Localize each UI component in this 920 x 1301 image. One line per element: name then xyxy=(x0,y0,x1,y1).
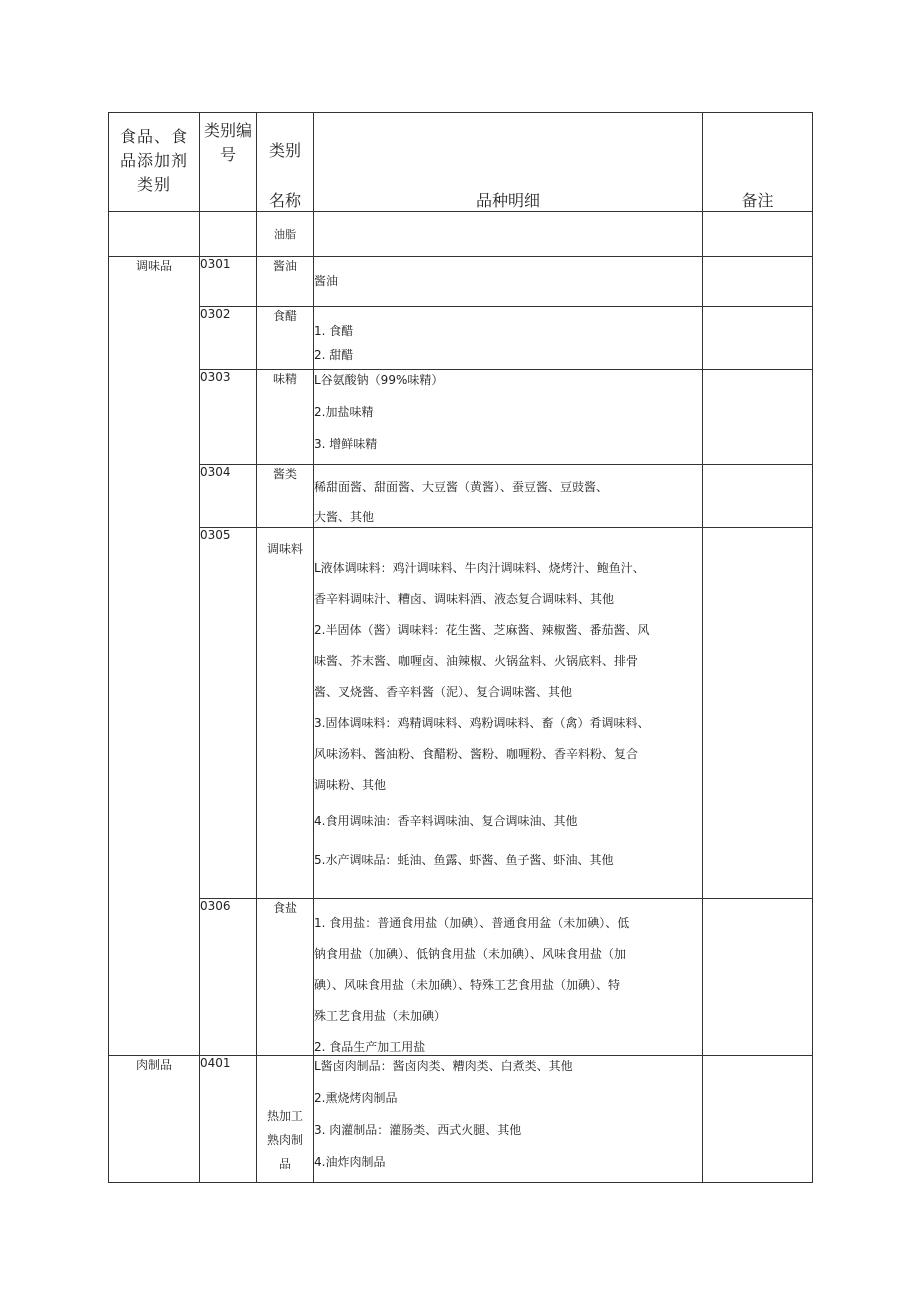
detail-cell: 酱油 xyxy=(314,257,703,307)
remarks-cell xyxy=(703,899,813,1056)
category-code-cell: 0304 xyxy=(200,465,257,528)
header-variety-detail: 品种明细 xyxy=(314,113,703,212)
remarks-cell xyxy=(703,370,813,465)
remarks-cell xyxy=(703,465,813,528)
category-code-cell: 0302 xyxy=(200,307,257,370)
header-food-category: 食品、食 品添加剂 类别 xyxy=(109,113,200,212)
header-remarks: 备注 xyxy=(703,113,813,212)
table-header-row xyxy=(109,113,813,212)
category-name-cell: 食盐 xyxy=(257,899,314,1056)
category-code-cell: 0401 xyxy=(200,1056,257,1183)
category-name-cell: 酱类 xyxy=(257,465,314,528)
table-row-oil xyxy=(109,212,813,257)
table-row xyxy=(109,899,813,1056)
category-name-cell: 调味料 xyxy=(257,528,314,899)
detail-cell: L液体调味料：鸡汁调味料、牛肉汁调味料、烧烤汁、鲍鱼汁、 香辛料调味汁、糟卤、调味料酒、液态复合调味料、其他 2.半固体（酱）调味料：花生酱、芝麻酱、辣椒酱、番茄酱、风 味酱、芥末酱、咖喱卤、油辣椒、火锅盆料、火锅底料、排骨 酱、叉烧酱、香辛料酱（泥）、复合调味酱、其他 3.固体调味料：鸡精调味料、鸡粉调味料、畜（禽）肴调味料、 风味汤料、酱油粉、食醋粉、酱粉、咖喱粉、香辛料粉、复合 调味粉、其他 4.食用调味油：香辛料调味油、复合调味油、其他 5.水产调味品：蚝油、鱼露、虾酱、鱼子酱、虾油、其他 xyxy=(314,528,703,899)
table-row xyxy=(109,370,813,465)
category-name-cell: 味精 xyxy=(257,370,314,465)
category-name-cell: 食醋 xyxy=(257,307,314,370)
table-row xyxy=(109,1056,813,1183)
table-row xyxy=(109,465,813,528)
header-category-name: 类别 名称 xyxy=(257,113,314,212)
remarks-cell xyxy=(703,528,813,899)
category-code-cell: 0303 xyxy=(200,370,257,465)
category-name-cell: 油脂 xyxy=(257,212,314,257)
detail-cell: L酱卤肉制品：酱卤肉类、糟肉类、白煮类、其他 2.熏烧烤肉制品 3. 肉灌制品：灌肠类、西式火腿、其他 4.油炸肉制品 xyxy=(314,1056,703,1183)
category-code-cell: 0305 xyxy=(200,528,257,899)
food-category-table xyxy=(108,112,813,1183)
category-name-cell: 热加工 熟肉制 品 xyxy=(257,1056,314,1183)
category-code-cell: 0301 xyxy=(200,257,257,307)
food-category-cell: 肉制品 xyxy=(109,1056,200,1183)
detail-cell: 1. 食用盐：普通食用盐（加碘）、普通食用盆（未加碘）、低 钠食用盐（加碘）、低钠食用盐（未加碘）、风味食用盐（加 碘）、风味食用盐（未加碘）、特殊工艺食用盐（加碘）、特 殊工艺食用盐（未加碘） 2. 食品生产加工用盐 xyxy=(314,899,703,1056)
header-category-code: 类别编 号 xyxy=(200,113,257,212)
table-row xyxy=(109,528,813,899)
table-row xyxy=(109,257,813,307)
remarks-cell xyxy=(703,307,813,370)
remarks-cell xyxy=(703,257,813,307)
food-category-cell: 调味品 xyxy=(109,257,200,1056)
category-name-cell: 酱油 xyxy=(257,257,314,307)
detail-cell: 稀甜面酱、甜面酱、大豆酱（黄酱）、蚕豆酱、豆豉酱、 大酱、其他 xyxy=(314,465,703,528)
table-row xyxy=(109,307,813,370)
detail-cell: 1. 食醋 2. 甜醋 xyxy=(314,307,703,370)
category-code-cell: 0306 xyxy=(200,899,257,1056)
remarks-cell xyxy=(703,1056,813,1183)
detail-cell: L谷氨酸钠（99%味精） 2.加盐味精 3. 增鲜味精 xyxy=(314,370,703,465)
